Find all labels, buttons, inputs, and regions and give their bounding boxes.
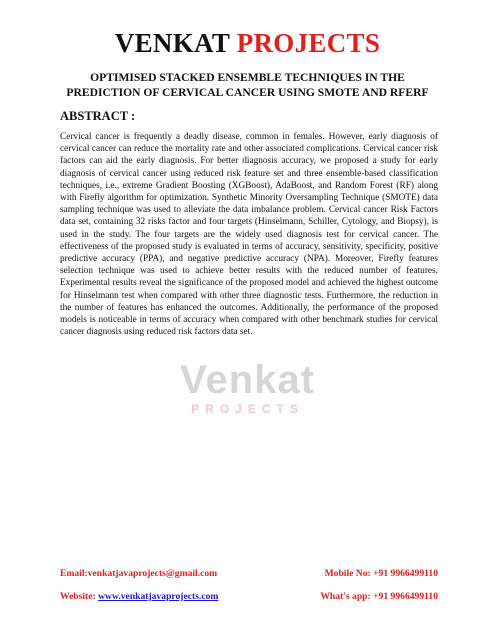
footer-mobile: Mobile No: +91 9966499110 [324, 568, 438, 579]
title-line-2: PREDICTION OF CERVICAL CANCER USING SMOTE AND RFERF [66, 86, 429, 99]
venkat-watermark-logo [0, 358, 495, 416]
abstract-heading: ABSTRACT : [60, 109, 136, 123]
footer-contact-row [60, 568, 438, 579]
footer-website [60, 591, 218, 602]
abstract-body: Cervical cancer is frequently a deadly disease, common in females. However, early diagnosis of cervical cancer can reduce the mortality rate and other associated complications. Cervical cancer risk factors can aid the early diagnosis. For better diagnosis accuracy, we proposed a study for early diagnosis of cervical cancer using reduced risk feature set and three ensemble-based classification techniques, i.e., extreme Gradient Boosting (XGBoost), AdaBoost, and Random Forest (RF) along with Firefly algorithm for optimization. Synthetic Minority Oversampling Technique (SMOTE) data sampling technique was used to alleviate the data imbalance problem. Cervical cancer Risk Factors data set, containing 32 risks factor and four targets (Hinselmann, Schiller, Cytology, and Biopsy), is used in the study. The four targets are the widely used diagnosis test for cervical cancer. The effectiveness of the proposed study is evaluated in terms of accuracy, sensitivity, specificity, positive predictive accuracy (PPA), and negative predictive accuracy (NPA). Moreover, Firefly features selection technique was used to achieve better results with the reduced number of features. Experimental results reveal the significance of the proposed model and achieved the highest outcome for Hinselmann test when compared with other three diagnostic tests. Furthermore, the reduction in the number of features has enhanced the outcomes. Additionally, the performance of the proposed models is noticeable in terms of accuracy when compared with other benchmark studies for cervical cancer diagnosis using reduced risk factors data set. [60, 132, 438, 338]
brand-name-black: VENKAT [114, 28, 230, 58]
footer-whatsapp: What's app: +91 9966499110 [320, 591, 438, 602]
footer-email: Email:venkatjavaprojects@gmail.com [60, 568, 218, 579]
website-link[interactable]: www.venkatjavaprojects.com [98, 591, 219, 602]
brand-name-red: PROJECTS [236, 28, 381, 58]
brand-header [0, 28, 495, 59]
watermark-main-text: Venkat [180, 358, 315, 402]
title-line-1: OPTIMISED STACKED ENSEMBLE TECHNIQUES IN THE [90, 71, 405, 84]
watermark-sub-text: PROJECTS [191, 402, 304, 416]
website-prefix: Website: [60, 591, 99, 602]
document-title [40, 70, 455, 100]
footer-web-row [60, 591, 438, 602]
